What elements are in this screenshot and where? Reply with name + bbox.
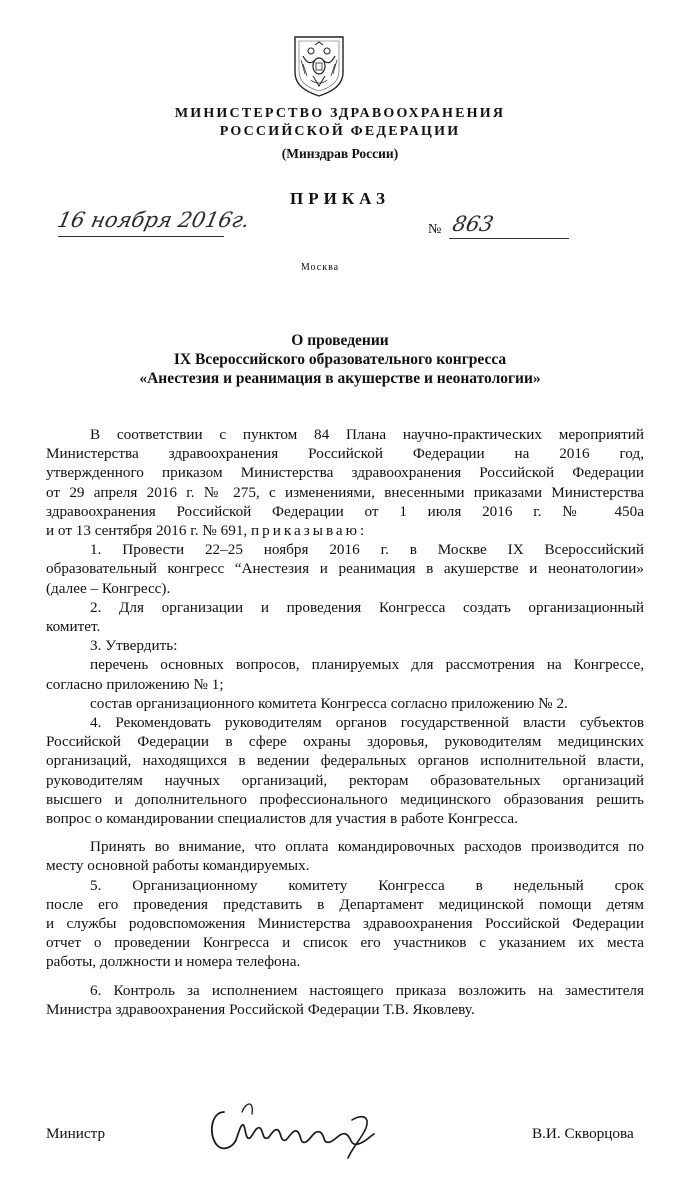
title-line3: «Анестезия и реанимация в акушерстве и неонатологии» (139, 370, 541, 387)
body-line: Министерства здравоохранения Российской Федерации на 2016 год, (46, 445, 644, 463)
body-line: 6. Контроль за исполнением настоящего приказа возложить на заместителя (90, 981, 644, 999)
body-line-order (46, 521, 644, 540)
body-line: здравоохранения Российской Федерации от 1 июля 2016 г. № 450а (46, 502, 644, 520)
body-line: руководителям научных организаций, ректорам образовательных организаций (46, 771, 644, 789)
body-line: и службы родовспоможения Министерства здравоохранения Российской Федерации (46, 915, 644, 933)
handwritten-signature-icon (202, 1092, 390, 1162)
body-line: В соответствии с пунктом 84 Плана научно-практических мероприятий (90, 426, 644, 443)
body-line: после его проведения представить в Департамент медицинской помощи детям (46, 895, 644, 913)
body-line: 4. Рекомендовать руководителям органов государственной власти субъектов (90, 714, 644, 732)
title-line1: О проведении (291, 332, 389, 349)
signatory-name: В.И. Скворцова (532, 1125, 634, 1142)
number-underline (449, 238, 569, 239)
body-line: Министра здравоохранения Российской Федерации Т.В. Яковлеву. (46, 1000, 475, 1018)
date-underline (58, 236, 224, 237)
body-line: 2. Для организации и проведения Конгресса создать организационный (90, 598, 644, 616)
body-line: согласно приложению № 1; (46, 675, 224, 693)
document-type: ПРИКАЗ (290, 189, 390, 208)
coat-of-arms-emblem (291, 34, 347, 98)
city: Москва (300, 262, 340, 273)
order-number-label: № (428, 222, 442, 237)
body-line: утвержденного приказом Министерства здравоохранения Российской Федерации (46, 464, 644, 482)
body-line: 5. Организационному комитету Конгресса в недельный срок (90, 876, 644, 894)
body-line: перечень основных вопросов, планируемых для рассмотрения на Конгрессе, (90, 656, 644, 674)
body-line: 3. Утвердить: (90, 637, 178, 655)
order-number-handwritten: 863 (450, 212, 496, 236)
signatory-position: Министр (46, 1125, 106, 1142)
order-body (46, 425, 644, 1019)
body-line: комитет. (46, 618, 101, 636)
title-line2: IX Всероссийского образовательного конгресса (173, 351, 507, 368)
body-line: и от 13 сентября 2016 г. № 691, (46, 522, 248, 540)
body-line: 1. Провести 22–25 ноября 2016 г. в Москве IX Всероссийский (90, 541, 644, 559)
order-word: приказываю: (251, 522, 368, 540)
body-line: вопрос о командировании специалистов для участия в работе Конгресса. (46, 810, 518, 828)
body-line: Российской Федерации в сфере охраны здоровья, руководителям медицинских (46, 733, 644, 751)
body-line: месту основной работы командируемых. (46, 857, 310, 875)
ministry-name-line1: МИНИСТЕРСТВО ЗДРАВООХРАНЕНИЯ (174, 106, 506, 121)
body-line: от 29 апреля 2016 г. № 275, с изменениями, внесенными приказами Министерства (46, 483, 644, 501)
body-line: Принять во внимание, что оплата командировочных расходов производится по (90, 838, 644, 856)
ministry-short-name: (Минздрав России) (281, 146, 399, 161)
body-line: работы, должности и номера телефона. (46, 953, 301, 971)
body-line: образовательный конгресс “Анестезия и реанимация в акушерстве и неонатологии» (46, 560, 644, 578)
body-line: отчет о проведении Конгресса и список его участников с указанием их места (46, 934, 644, 952)
order-date-handwritten: 16 ноября 2016г. (55, 208, 252, 232)
body-line: состав организационного комитета Конгресса согласно приложению № 2. (90, 694, 568, 712)
body-line: высшего и дополнительного профессионального медицинского образования решить (46, 790, 644, 808)
body-line: организаций, находящихся в ведении федеральных органов исполнительной власти, (46, 752, 644, 770)
body-line: (далее – Конгресс). (46, 579, 171, 597)
ministry-name-line2: РОССИЙСКОЙ ФЕДЕРАЦИИ (219, 124, 461, 139)
